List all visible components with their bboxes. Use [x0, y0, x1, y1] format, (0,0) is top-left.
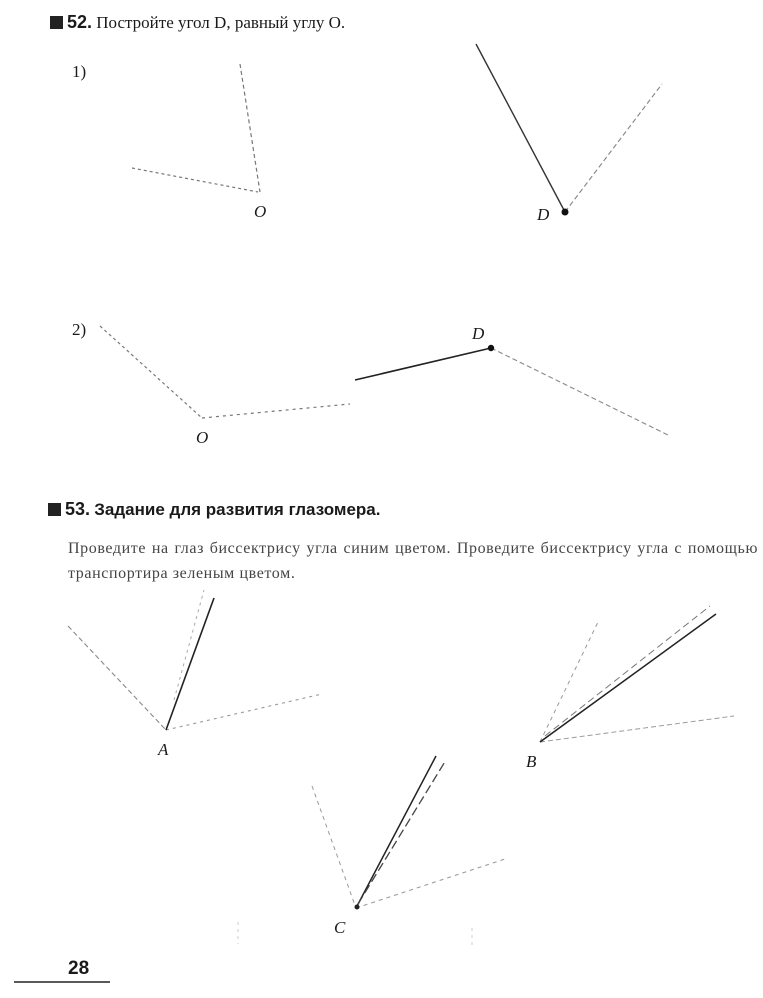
vertex-c-label: C [334, 918, 346, 937]
task-marker-square [50, 16, 63, 29]
angle-d-1-ray-faint [565, 84, 662, 212]
angle-d-1 [476, 44, 662, 216]
angle-o-2 [100, 326, 350, 418]
angle-a [68, 590, 322, 730]
vertex-o-1-label: O [254, 202, 267, 221]
angle-d-1-ray-solid [476, 44, 565, 212]
angle-b-ray-right [540, 716, 734, 742]
task-52-heading [50, 12, 345, 33]
vertex-d-2-label: D [472, 324, 485, 343]
vertex-d-1-label: D [537, 205, 550, 224]
point-d-2 [488, 345, 494, 351]
angle-d-2 [355, 345, 670, 436]
angle-b-bisector-solid [540, 614, 716, 742]
angle-c-bisector-solid [356, 756, 436, 908]
angle-b [540, 606, 734, 742]
vertex-a-label: A [158, 740, 169, 759]
part-1-label: 1) [72, 62, 87, 81]
task-53-heading [48, 499, 380, 520]
task-52-number: 52. [67, 12, 93, 32]
angle-a-ray-left [68, 626, 166, 730]
vertex-b-label: B [526, 752, 537, 771]
page-number: 28 [68, 958, 90, 979]
angle-b-ray-up [540, 622, 598, 742]
angle-o-2-ray-up [100, 326, 202, 418]
angle-o-2-ray-right [202, 404, 350, 418]
angle-a-bisector-faint [174, 590, 204, 700]
angle-d-2-ray-solid [355, 348, 491, 380]
angle-c-ray-left [312, 786, 356, 908]
task-53-number: 53. [65, 499, 91, 519]
angle-c [312, 756, 508, 910]
angle-d-2-ray-faint [491, 348, 670, 436]
point-d-1 [562, 209, 569, 216]
part-2-label: 2) [72, 320, 87, 339]
point-c [355, 905, 360, 910]
task-marker-square [48, 503, 61, 516]
angle-o-1-ray-up [240, 64, 260, 192]
task-53-instruction: Проведите на глаз биссектрису угла синим цветом. Проведите биссектрису угла с помощью транспортира зеленым цветом. [68, 540, 758, 582]
faint-marks [238, 922, 472, 946]
task-52-text: Постройте угол D, равный углу O. [96, 13, 346, 32]
task-53-title: Задание для развития глазомера. [94, 500, 381, 519]
angle-a-bisector [166, 598, 214, 730]
angle-o-1 [132, 64, 260, 192]
angle-a-ray-right [166, 694, 322, 730]
angle-o-1-ray-left [132, 168, 258, 192]
vertex-o-2-label: O [196, 428, 209, 447]
angle-b-bisector-dashed [545, 606, 710, 736]
